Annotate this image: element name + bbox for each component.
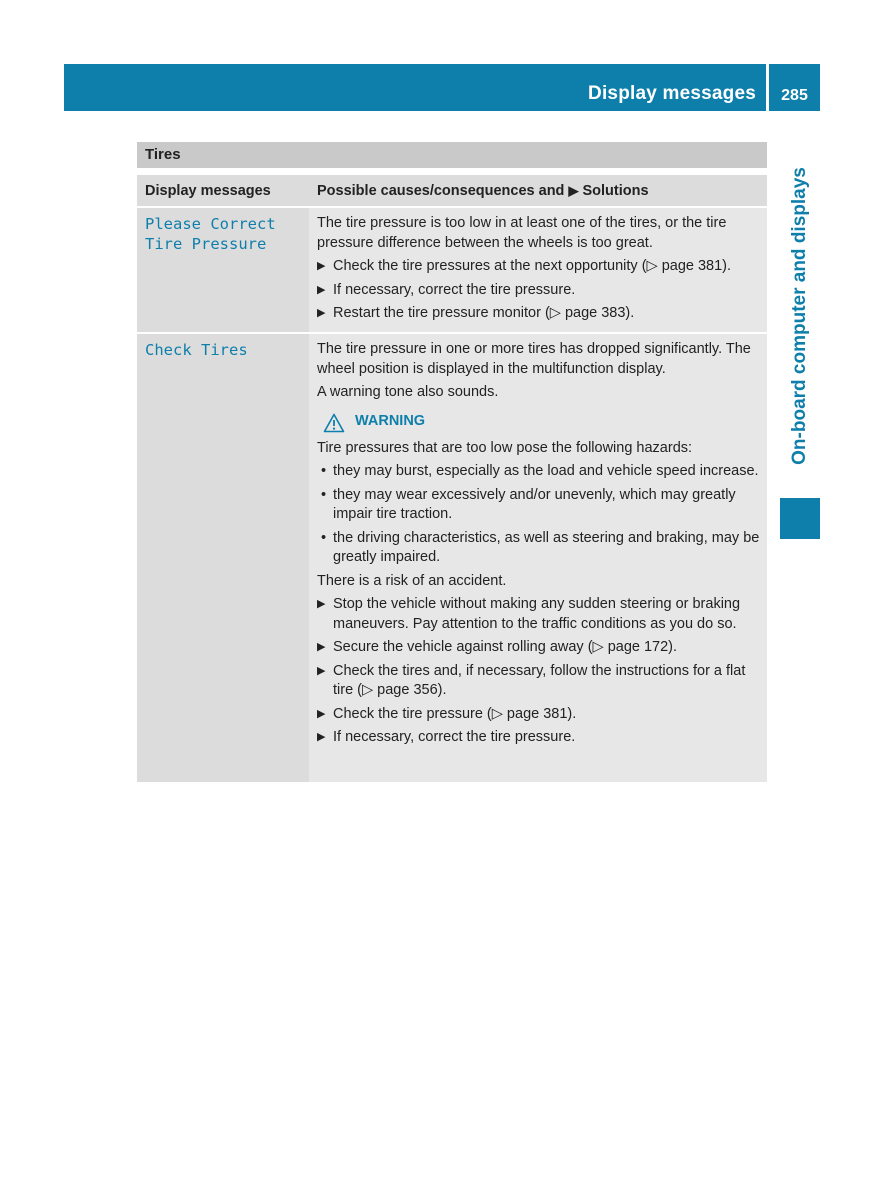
page-title: Display messages	[588, 83, 756, 104]
section-header	[137, 142, 767, 168]
description: The tire pressure is too low in at least one of the tires, or the tire pressure difference between the wheels is too great.	[317, 215, 727, 251]
step-arrow-icon: ▶	[317, 283, 326, 296]
step-arrow-icon: ▶	[317, 707, 326, 720]
step-arrow-icon: ▶	[317, 307, 326, 319]
list-item	[317, 529, 763, 568]
display-message	[145, 214, 276, 254]
step-arrow-icon: ▶	[317, 641, 326, 653]
list-item	[317, 304, 763, 324]
display-message-line: Tire Pressure	[145, 235, 267, 253]
step-text: Check the tire pressures at the next opportunity (▷ page 381).	[333, 258, 732, 274]
side-tab-label: On-board computer and displays	[789, 167, 810, 465]
step-arrow-icon: ▶	[317, 598, 326, 610]
bullet-icon: •	[321, 463, 327, 479]
step-text: If necessary, correct the tire pressure.	[333, 729, 576, 745]
header-bar	[64, 64, 766, 111]
table-row-content-cell	[309, 208, 767, 332]
display-message-line: Please Correct	[145, 215, 276, 233]
display-message: Check Tires	[145, 341, 248, 359]
step-arrow-icon: ▶	[317, 664, 326, 677]
warning-label: WARNING	[355, 412, 426, 429]
step-text: Check the tire pressure (▷ page 381).	[333, 705, 577, 722]
list-item	[317, 638, 763, 658]
step-text: If necessary, correct the tire pressure.	[333, 281, 576, 298]
tone-note: A warning tone also sounds.	[317, 384, 499, 400]
list-item	[317, 595, 763, 634]
risk-note: There is a risk of an accident.	[317, 572, 507, 589]
warning-triangle-icon	[323, 413, 345, 433]
column-header-prefix: Possible causes/consequences and	[317, 183, 565, 199]
column-header-display-messages	[137, 175, 309, 206]
list-item	[317, 728, 763, 748]
warning-heading	[317, 409, 763, 435]
step-text: Check the tires and, if necessary, follow the instructions for a flat tire (▷ page 356).	[333, 662, 746, 698]
list-item	[317, 662, 763, 701]
column-header-suffix: Solutions	[582, 183, 649, 199]
bullet-text: they may burst, especially as the load and vehicle speed increase.	[333, 463, 759, 479]
column-header-label	[317, 183, 649, 199]
column-header-label: Display messages	[145, 183, 271, 199]
list-item	[317, 281, 763, 301]
description: The tire pressure in one or more tires has dropped significantly. The wheel position is displayed in the multifunction display.	[317, 341, 751, 377]
page-number-box	[769, 64, 820, 111]
table-row-message-cell	[137, 208, 309, 332]
bullet-icon: •	[321, 486, 327, 503]
list-item	[317, 257, 763, 277]
table-row-content-cell	[309, 334, 767, 782]
list-item	[317, 462, 763, 482]
step-arrow-icon: ▶	[317, 731, 326, 743]
step-arrow-icon: ▶	[317, 260, 326, 272]
section-title: Tires	[145, 146, 181, 163]
step-text: Restart the tire pressure monitor (▷ page 383).	[333, 305, 635, 321]
warning-intro: Tire pressures that are too low pose the following hazards:	[317, 439, 693, 456]
column-header-causes	[309, 175, 767, 206]
bullet-text: they may wear excessively and/or unevenly, which may greatly impair tire traction.	[333, 486, 736, 522]
step-arrow-icon: ▶	[568, 183, 579, 198]
list-item	[317, 705, 763, 725]
table-row-message-cell	[137, 334, 309, 782]
side-tab	[780, 140, 820, 492]
bullet-icon: •	[321, 529, 327, 546]
step-text: Stop the vehicle without making any sudden steering or braking maneuvers. Pay attention to the traffic conditions as you do so.	[333, 596, 741, 632]
bullet-text: the driving characteristics, as well as steering and braking, may be greatly impaired.	[333, 529, 760, 565]
side-tab-marker	[780, 498, 820, 539]
list-item	[317, 486, 763, 525]
step-text: Secure the vehicle against rolling away (▷ page 172).	[333, 639, 678, 655]
page-number: 285	[781, 87, 808, 104]
